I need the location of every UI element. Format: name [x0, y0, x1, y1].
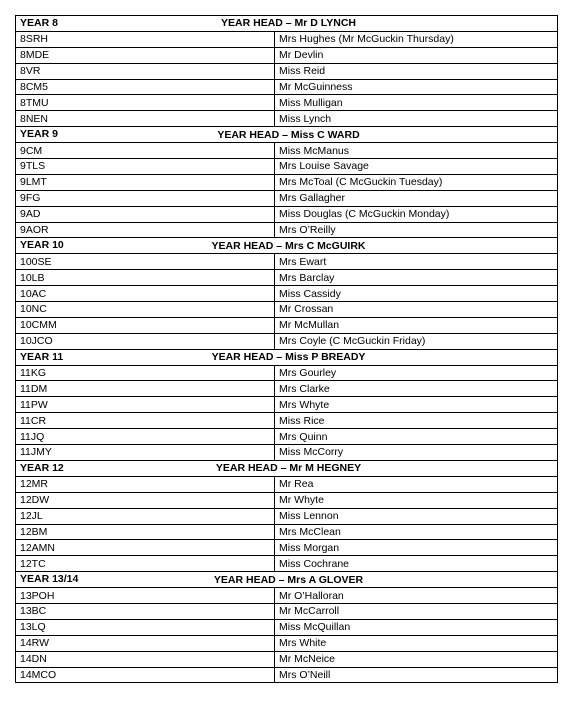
- year-header-cell: [16, 460, 558, 476]
- class-code-cell: 14DN: [16, 651, 275, 667]
- year-label: YEAR 12: [20, 461, 64, 474]
- class-code-cell: 10JCO: [16, 333, 275, 349]
- form-teacher-cell: Mrs Clarke: [275, 381, 558, 397]
- table-row: [16, 476, 558, 492]
- year-header-row: [16, 127, 558, 143]
- form-teacher-cell: Mrs McToal (C McGuckin Tuesday): [275, 174, 558, 190]
- table-row: [16, 31, 558, 47]
- year-header-row: [16, 572, 558, 588]
- table-row: [16, 397, 558, 413]
- class-code-cell: 9AOR: [16, 222, 275, 238]
- form-teacher-cell: Miss Lennon: [275, 508, 558, 524]
- year-head-name: YEAR HEAD – Miss P BREADY: [211, 351, 366, 364]
- class-code-cell: 11KG: [16, 365, 275, 381]
- class-code-cell: 14MCO: [16, 667, 275, 683]
- form-teacher-cell: Mrs Barclay: [275, 270, 558, 286]
- table-row: [16, 190, 558, 206]
- table-row: [16, 317, 558, 333]
- class-code-cell: 9CM: [16, 143, 275, 159]
- form-teacher-cell: Miss Reid: [275, 63, 558, 79]
- table-row: [16, 222, 558, 238]
- year-head-name: YEAR HEAD – Mr D LYNCH: [221, 17, 356, 30]
- class-code-cell: 14RW: [16, 635, 275, 651]
- class-code-cell: 11DM: [16, 381, 275, 397]
- form-teacher-cell: Mrs Ewart: [275, 254, 558, 270]
- form-teacher-cell: Miss Mulligan: [275, 95, 558, 111]
- year-label: YEAR 11: [20, 350, 64, 363]
- class-code-cell: 8NEN: [16, 111, 275, 127]
- form-teacher-cell: Miss Cochrane: [275, 556, 558, 572]
- table-row: [16, 429, 558, 445]
- form-teacher-cell: Mrs O’Reilly: [275, 222, 558, 238]
- class-code-cell: 9TLS: [16, 159, 275, 175]
- form-teacher-cell: Mrs McClean: [275, 524, 558, 540]
- table-body: [16, 16, 558, 683]
- form-teacher-cell: Miss Douglas (C McGuckin Monday): [275, 206, 558, 222]
- year-label: YEAR 13/14: [20, 573, 79, 586]
- table-row: [16, 365, 558, 381]
- form-teacher-cell: Mrs Gourley: [275, 365, 558, 381]
- class-code-cell: 10LB: [16, 270, 275, 286]
- table-row: [16, 588, 558, 604]
- form-teacher-cell: Mrs Gallagher: [275, 190, 558, 206]
- year-header-row: [16, 238, 558, 254]
- year-head-name: YEAR HEAD – Miss C WARD: [217, 128, 360, 141]
- class-code-cell: 8MDE: [16, 47, 275, 63]
- table-row: [16, 47, 558, 63]
- table-row: [16, 556, 558, 572]
- class-code-cell: 8TMU: [16, 95, 275, 111]
- form-teacher-cell: Mrs Quinn: [275, 429, 558, 445]
- table-row: [16, 445, 558, 461]
- class-code-cell: 100SE: [16, 254, 275, 270]
- class-code-cell: 9AD: [16, 206, 275, 222]
- year-header-cell: [16, 127, 558, 143]
- table-row: [16, 95, 558, 111]
- form-teacher-cell: Miss Morgan: [275, 540, 558, 556]
- table-row: [16, 540, 558, 556]
- form-teacher-cell: Mrs White: [275, 635, 558, 651]
- class-code-cell: 11JQ: [16, 429, 275, 445]
- year-label: YEAR 9: [20, 128, 58, 141]
- form-teacher-cell: Mr O’Halloran: [275, 588, 558, 604]
- form-teacher-cell: Mrs Louise Savage: [275, 159, 558, 175]
- table-row: [16, 143, 558, 159]
- year-header-cell: [16, 16, 558, 32]
- class-code-cell: 12MR: [16, 476, 275, 492]
- class-code-cell: 10NC: [16, 302, 275, 318]
- form-teacher-cell: Mr Devlin: [275, 47, 558, 63]
- class-code-cell: 11CR: [16, 413, 275, 429]
- table-row: [16, 667, 558, 683]
- form-teacher-cell: Mr McCarroll: [275, 603, 558, 619]
- form-teacher-cell: Mrs Whyte: [275, 397, 558, 413]
- year-header-cell: [16, 349, 558, 365]
- table-row: [16, 286, 558, 302]
- table-row: [16, 174, 558, 190]
- table-row: [16, 635, 558, 651]
- class-code-cell: 8VR: [16, 63, 275, 79]
- year-head-name: YEAR HEAD – Mr M HEGNEY: [215, 462, 362, 475]
- class-code-cell: 12TC: [16, 556, 275, 572]
- class-code-cell: 12JL: [16, 508, 275, 524]
- table-row: [16, 270, 558, 286]
- year-head-name: YEAR HEAD – Mrs C McGUIRK: [211, 239, 366, 252]
- class-code-cell: 11JMY: [16, 445, 275, 461]
- table-row: [16, 254, 558, 270]
- year-header-row: [16, 460, 558, 476]
- year-head-table: [15, 15, 558, 683]
- form-teacher-cell: Mr Whyte: [275, 492, 558, 508]
- form-teacher-cell: Mrs Coyle (C McGuckin Friday): [275, 333, 558, 349]
- form-teacher-cell: Miss McCorry: [275, 445, 558, 461]
- form-teacher-cell: Mr Rea: [275, 476, 558, 492]
- year-header-cell: [16, 572, 558, 588]
- year-header-row: [16, 349, 558, 365]
- table-row: [16, 333, 558, 349]
- class-code-cell: 9LMT: [16, 174, 275, 190]
- form-teacher-cell: Mr McNeice: [275, 651, 558, 667]
- table-row: [16, 508, 558, 524]
- class-code-cell: 13LQ: [16, 619, 275, 635]
- table-row: [16, 524, 558, 540]
- year-header-row: [16, 16, 558, 32]
- year-head-name: YEAR HEAD – Mrs A GLOVER: [213, 573, 364, 586]
- form-teacher-cell: Miss McManus: [275, 143, 558, 159]
- class-code-cell: 12AMN: [16, 540, 275, 556]
- form-teacher-cell: Mr Crossan: [275, 302, 558, 318]
- form-teacher-cell: Miss Cassidy: [275, 286, 558, 302]
- form-teacher-cell: Mrs O’Neill: [275, 667, 558, 683]
- class-code-cell: 13POH: [16, 588, 275, 604]
- class-code-cell: 13BC: [16, 603, 275, 619]
- year-header-cell: [16, 238, 558, 254]
- table-row: [16, 603, 558, 619]
- form-teacher-cell: Miss Lynch: [275, 111, 558, 127]
- form-teacher-cell: Mr McGuinness: [275, 79, 558, 95]
- table-row: [16, 619, 558, 635]
- table-row: [16, 159, 558, 175]
- class-code-cell: 10AC: [16, 286, 275, 302]
- table-row: [16, 381, 558, 397]
- class-code-cell: 10CMM: [16, 317, 275, 333]
- class-code-cell: 8SRH: [16, 31, 275, 47]
- class-code-cell: 9FG: [16, 190, 275, 206]
- table-row: [16, 111, 558, 127]
- class-code-cell: 8CM5: [16, 79, 275, 95]
- form-teacher-cell: Miss Rice: [275, 413, 558, 429]
- table-row: [16, 206, 558, 222]
- class-code-cell: 12DW: [16, 492, 275, 508]
- table-row: [16, 492, 558, 508]
- year-label: YEAR 8: [20, 17, 58, 29]
- form-teacher-cell: Mr McMullan: [275, 317, 558, 333]
- table-row: [16, 63, 558, 79]
- form-teacher-cell: Mrs Hughes (Mr McGuckin Thursday): [275, 31, 558, 47]
- table-row: [16, 413, 558, 429]
- class-code-cell: 12BM: [16, 524, 275, 540]
- form-teacher-cell: Miss McQuillan: [275, 619, 558, 635]
- table-row: [16, 302, 558, 318]
- year-label: YEAR 10: [20, 239, 64, 252]
- table-row: [16, 651, 558, 667]
- table-row: [16, 79, 558, 95]
- class-code-cell: 11PW: [16, 397, 275, 413]
